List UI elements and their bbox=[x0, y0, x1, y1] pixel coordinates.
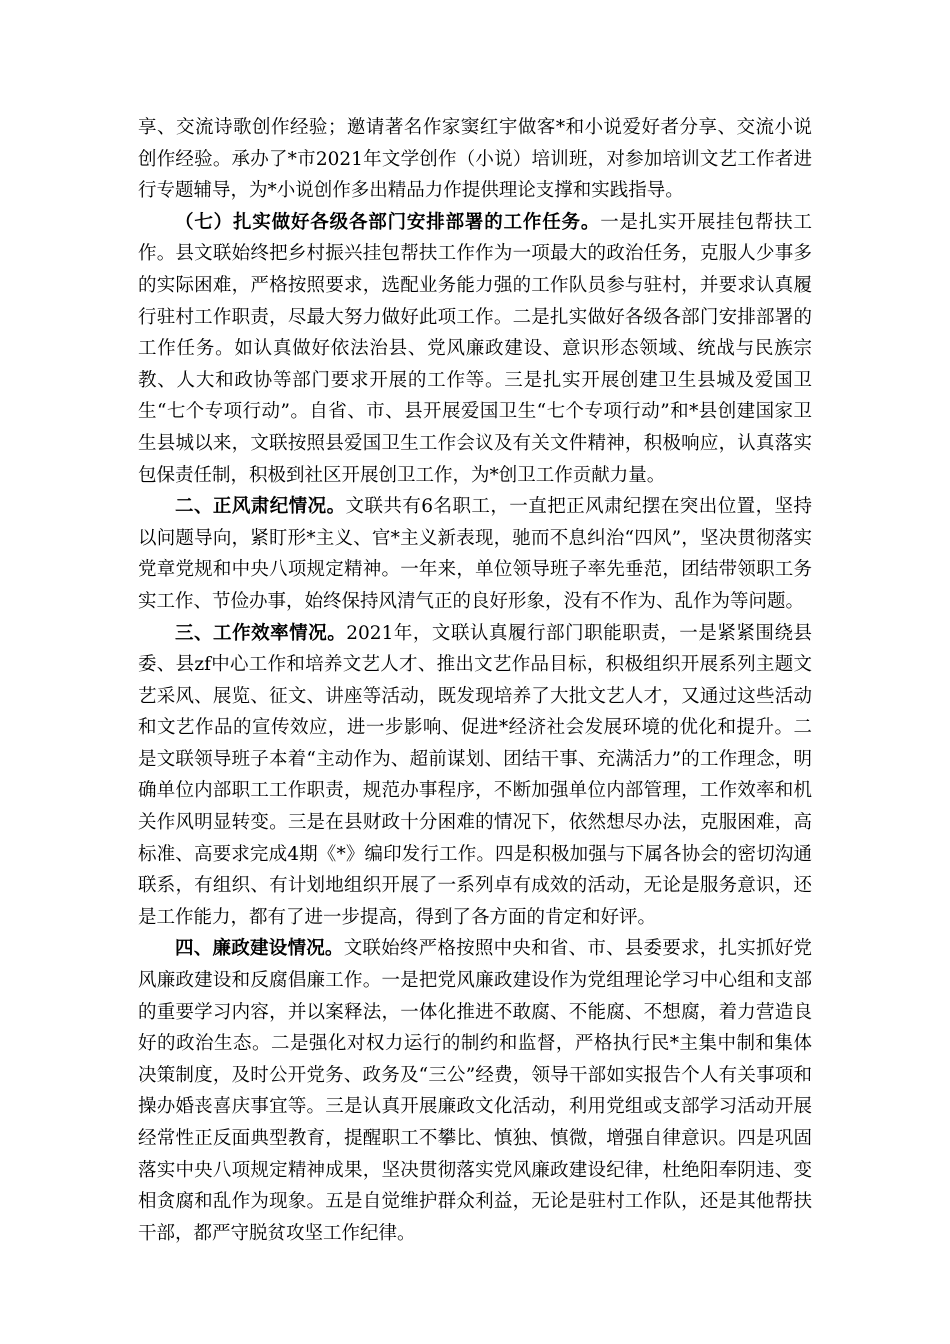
paragraph-heading: （七）扎实做好各级各部门安排部署的工作任务。 bbox=[175, 211, 601, 233]
paragraph-body: 文联始终严格按照中央和省、市、县委要求，扎实抓好党风廉政建设和反腐倡廉工作。一是把党风廉政建设作为党组理论学习中心组和支部的重要学习内容，并以案释法，一体化推进不敢腐、不能腐、不想腐，着力营造良好的政治生态。二是强化对权力运行的制约和监督，严格执行民*主集中制和集体决策制度，及时公开党务、政务及“三公”经费，领导干部如实报告个人有关事项和操办婚丧喜庆事宜等。三是认真开展廉政文化活动，利用党组或支部学习活动开展经常性正反面典型教育，提醒职工不攀比、慎独、慎微，增强自律意识。四是巩固落实中央八项规定精神成果，坚决贯彻落实党风廉政建设纪律，杜绝阳奉阴违、变相贪腐和乱作为现象。五是自觉维护群众利益，无论是驻村工作队，还是其他帮扶干部，都严守脱贫攻坚工作纪律。 bbox=[138, 938, 812, 1244]
paragraph-body: 一是扎实开展挂包帮扶工作。县文联始终把乡村振兴挂包帮扶工作作为一项最大的政治任务，克服人少事多的实际困难，严格按照要求，选配业务能力强的工作队员参与驻村，并要求认真履行驻村工作职责，尽最大努力做好此项工作。二是扎实做好各级各部门安排部署的工作任务。如认真做好依法治县、党风廉政建设、意识形态领域、统战与民族宗教、人大和政协等部门要求开展的工作等。三是扎实开展创建卫生县城及爱国卫生“七个专项行动”。自省、市、县开展爱国卫生“七个专项行动”和*县创建国家卫生县城以来，文联按照县爱国卫生工作会议及有关文件精神，积极响应，认真落实包保责任制，积极到社区开展创卫工作，为*创卫工作贡献力量。 bbox=[138, 211, 812, 486]
paragraph-body: 文联共有6名职工，一直把正风肃纪摆在突出位置，坚持以问题导向，紧盯形*主义、官*主义新表现，驰而不息纠治“四风”，坚决贯彻落实党章党规和中央八项规定精神。一年来，单位领导班子率先垂范，团结带领职工务实工作、节俭办事，始终保持风清气正的良好形象，没有不作为、乱作为等问题。 bbox=[138, 496, 812, 612]
paragraph-discipline bbox=[138, 491, 812, 617]
paragraph-efficiency bbox=[138, 618, 812, 934]
paragraph-heading: 三、工作效率情况。 bbox=[175, 622, 347, 644]
paragraph-continuation bbox=[138, 112, 812, 207]
paragraph-heading: 二、正风肃纪情况。 bbox=[175, 496, 346, 518]
paragraph-heading: 四、廉政建设情况。 bbox=[175, 938, 344, 960]
paragraph-section-7 bbox=[138, 207, 812, 491]
paragraph-body: 享、交流诗歌创作经验；邀请著名作家窦红宇做客*和小说爱好者分享、交流小说创作经验。承办了*市2021年文学创作（小说）培训班，对参加培训文艺工作者进行专题辅导，为*小说创作多出精品力作提供理论支撑和实践指导。 bbox=[138, 117, 812, 202]
paragraph-body: 2021年，文联认真履行部门职能职责，一是紧紧围绕县委、县zf中心工作和培养文艺人才、推出文艺作品目标，积极组织开展系列主题文艺采风、展览、征文、讲座等活动，既发现培养了大批文艺人才，又通过这些活动和文艺作品的宣传效应，进一步影响、促进*经济社会发展环境的优化和提升。二是文联领导班子本着“主动作为、超前谋划、团结干事、充满活力”的工作理念，明确单位内部职工工作职责，规范办事程序，不断加强单位内部管理，工作效率和机关作风明显转变。三是在县财政十分困难的情况下，依然想尽办法，克服困难，高标准、高要求完成4期《*》编印发行工作。四是积极加强与下属各协会的密切沟通联系，有组织、有计划地组织开展了一系列卓有成效的活动，无论是服务意识，还是工作能力，都有了进一步提高，得到了各方面的肯定和好评。 bbox=[138, 622, 812, 928]
document-page bbox=[138, 112, 812, 1249]
paragraph-integrity bbox=[138, 933, 812, 1249]
